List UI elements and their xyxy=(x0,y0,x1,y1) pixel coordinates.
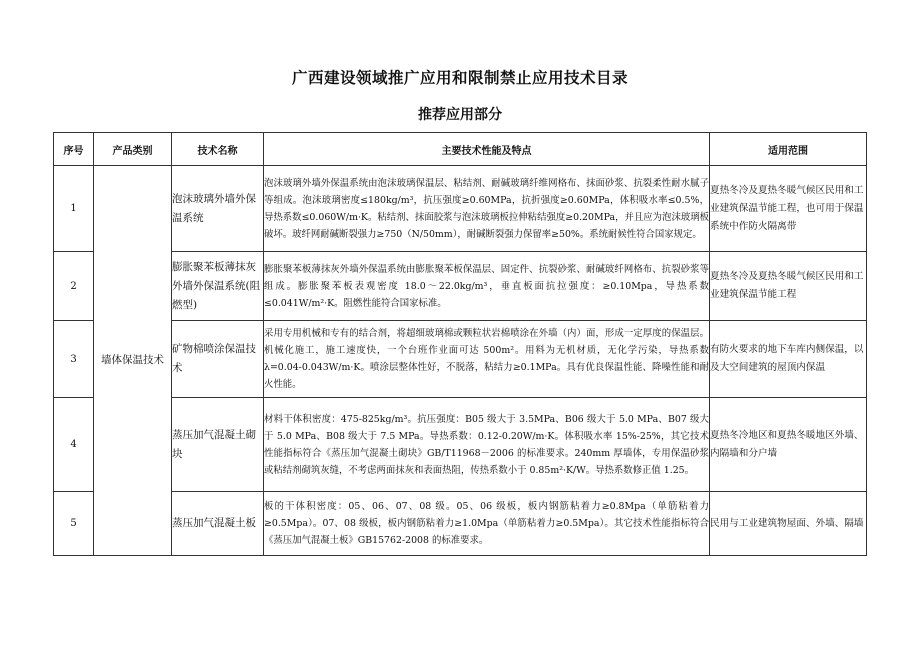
tech-features: 材料干体积密度：475-825kg/m³。抗压强度：B05 级大于 3.5MPa、B06 级大于 5.0 MPa、B07 级大于 5.0 MPa、B08 级大于 7.5 MPa。导热系数：0.12-0.20W/m·K。体积吸水率 15%-25%，其它技术性能指标符合《蒸压加气混凝土砌块》GB/T11968－2006 的标准要求。240mm 厚墙体，专用保温砂浆或粘结剂砌筑灰缝，不考虑两面抹灰和表面热阻，传热系数小于 0.85m²·K/W。导热系数修正值 1.25。 xyxy=(264,398,710,492)
table-row xyxy=(54,252,867,321)
technology-table xyxy=(53,132,867,556)
row-no: 1 xyxy=(54,166,94,252)
row-no: 3 xyxy=(54,321,94,398)
row-no: 5 xyxy=(54,492,94,556)
header-name: 技术名称 xyxy=(172,133,264,166)
table-row xyxy=(54,492,867,556)
tech-scope: 民用与工业建筑物屋面、外墙、隔墙 xyxy=(710,492,867,556)
tech-name: 泡沫玻璃外墙外保温系统 xyxy=(172,166,264,252)
tech-features: 膨胀聚苯板薄抹灰外墙外保温系统由膨胀聚苯板保温层、固定件、抗裂砂浆、耐碱玻纤网格布、抗裂砂浆等组成。膨胀聚苯板表观密度 18.0～22.0kg/m³，垂直板面抗拉强度：≥0.10Mpa，导热系数 ≤0.041W/m²·K。阻燃性能符合国家标准。 xyxy=(264,252,710,321)
row-no: 4 xyxy=(54,398,94,492)
tech-features: 泡沫玻璃外墙外保温系统由泡沫玻璃保温层、粘结剂、耐碱玻璃纤维网格布、抹面砂浆、抗裂柔性耐水腻子等组成。泡沫玻璃密度≤180kg/m³，抗压强度≥0.60MPa，抗折强度≥0.60MPa，体积吸水率≤0.5%，导热系数≤0.060W/m·K。粘结剂、抹面胶浆与泡沫玻璃板拉伸粘结强度≥0.20MPa，并且应为泡沫玻璃板破坏。玻纤网耐碱断裂强力≥750（N/50mm），耐碱断裂强力保留率≥50%。系统耐候性符合国家规定。 xyxy=(264,166,710,252)
category-cell: 墙体保温技术 xyxy=(94,166,172,556)
table-row xyxy=(54,321,867,398)
tech-features: 板的干体积密度：05、06、07、08 级。05、06 级板，板内钢筋粘着力≥0.8Mpa（单筋粘着力≥0.5Mpa）。07、08 级板，板内钢筋粘着力≥1.0Mpa（单筋粘着力≥0.5Mpa）。其它技术性能指标符合《蒸压加气混凝土板》GB15762-2008 的标准要求。 xyxy=(264,492,710,556)
header-category: 产品类别 xyxy=(94,133,172,166)
tech-features: 采用专用机械和专有的结合剂，将超细玻璃棉或颗粒状岩棉喷涂在外墙（内）面，形成一定厚度的保温层。机械化施工，施工速度快，一个台班作业面可达 500m²。用料为无机材质，无化学污染，导热系数λ=0.04-0.043W/m·K。喷涂层整体性好，不脱落，粘结力≥0.1MPa。具有优良保温性能、降噪性能和耐火性能。 xyxy=(264,321,710,398)
tech-scope: 有防火要求的地下车库内侧保温，以及大空间建筑的屋顶内保温 xyxy=(710,321,867,398)
document-title: 广西建设领域推广应用和限制禁止应用技术目录 xyxy=(291,69,628,87)
table-header-row xyxy=(54,133,867,166)
table-row xyxy=(54,398,867,492)
tech-name: 矿物棉喷涂保温技术 xyxy=(172,321,264,398)
tech-name: 蒸压加气混凝土砌块 xyxy=(172,398,264,492)
tech-name: 蒸压加气混凝土板 xyxy=(172,492,264,556)
tech-name: 膨胀聚苯板薄抹灰外墙外保温系统(阻燃型) xyxy=(172,252,264,321)
tech-scope: 夏热冬冷地区和夏热冬暖地区外墙、内隔墙和分户墙 xyxy=(710,398,867,492)
header-scope: 适用范围 xyxy=(710,133,867,166)
section-subtitle: 推荐应用部分 xyxy=(418,107,502,123)
tech-scope: 夏热冬冷及夏热冬暖气候区民用和工业建筑保温节能工程 xyxy=(710,252,867,321)
header-no: 序号 xyxy=(54,133,94,166)
row-no: 2 xyxy=(54,252,94,321)
tech-scope: 夏热冬冷及夏热冬暖气候区民用和工业建筑保温节能工程，也可用于保温系统中作防火隔离带 xyxy=(710,166,867,252)
table-row xyxy=(54,166,867,252)
header-features: 主要技术性能及特点 xyxy=(264,133,710,166)
